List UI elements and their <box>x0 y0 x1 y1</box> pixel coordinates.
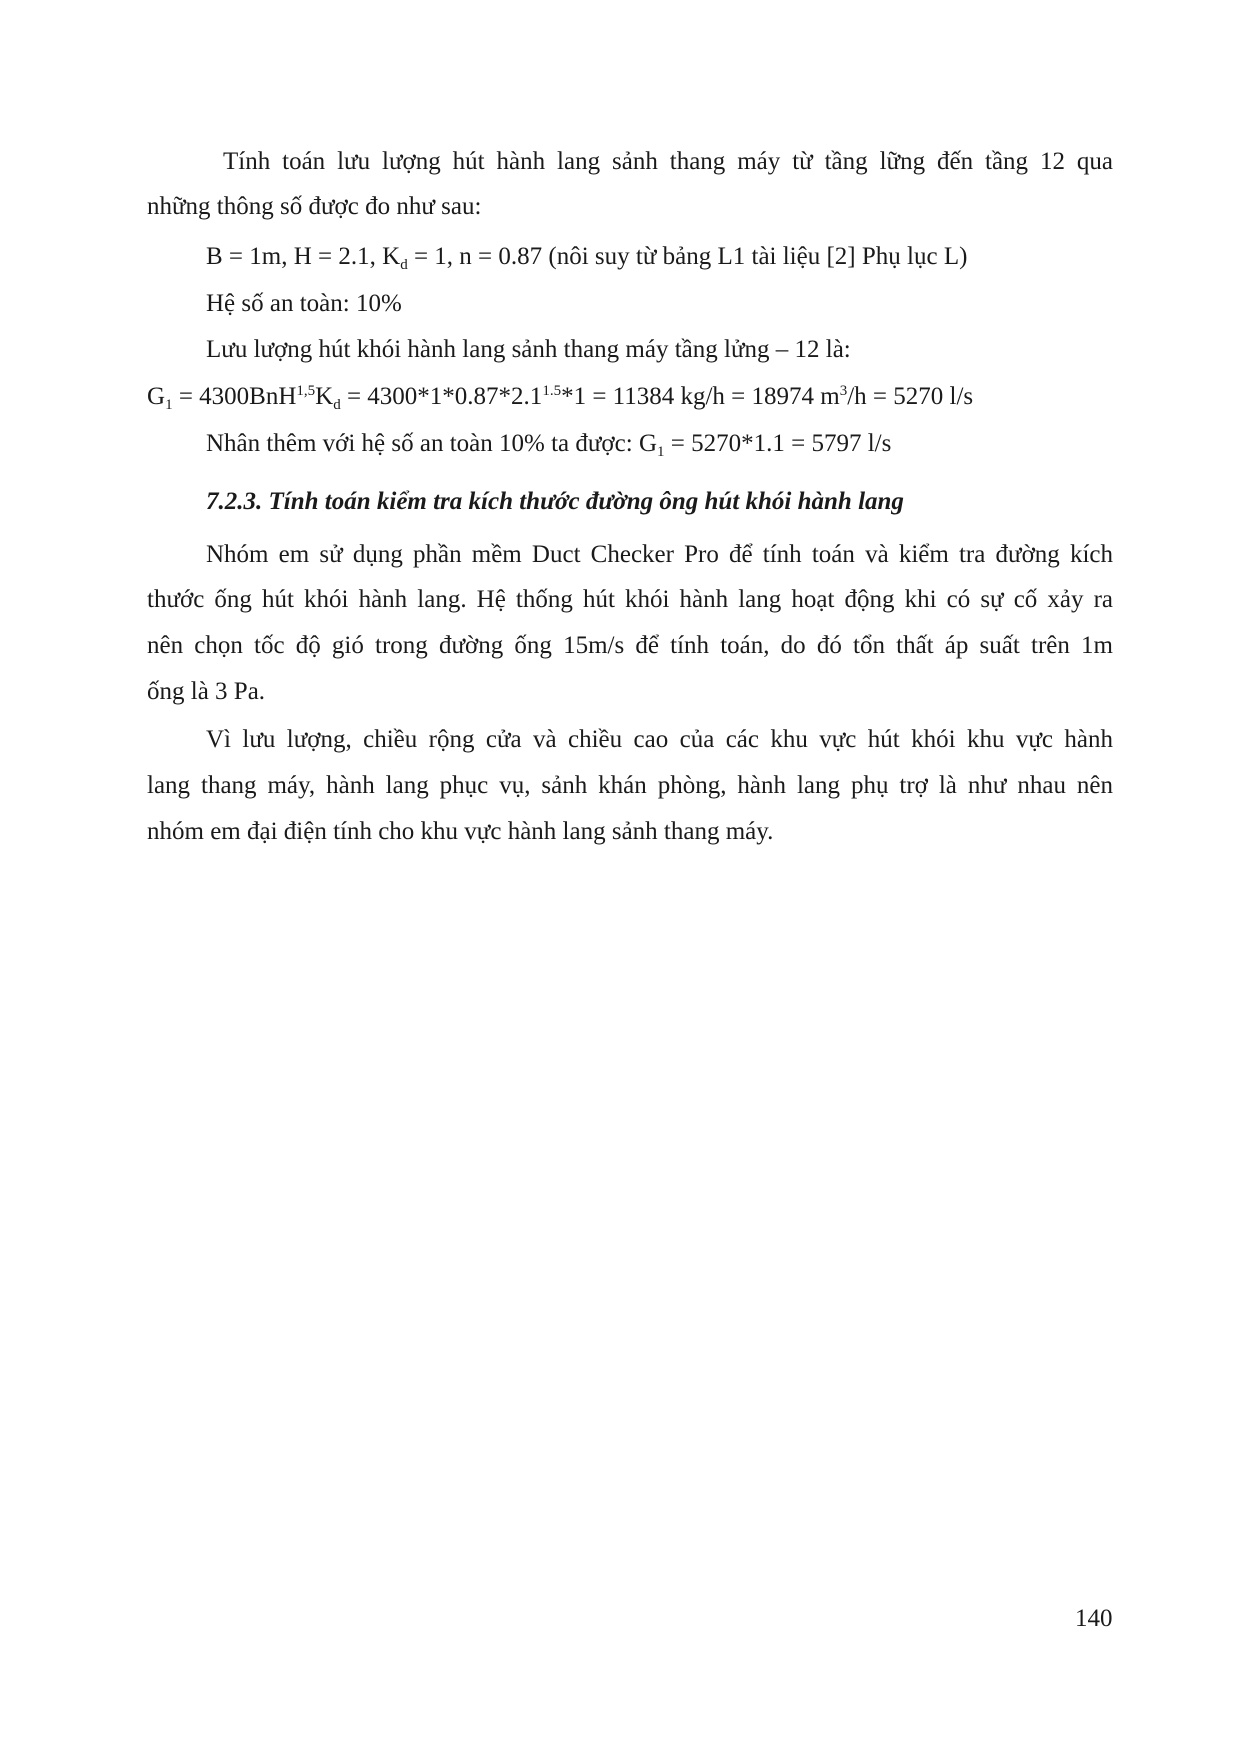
params-text-b: = 1, n = 0.87 (nôi suy từ bảng L1 tài liệu [2] Phụ lục L) <box>407 243 968 270</box>
formula-exponent1: 1,5 <box>296 383 316 399</box>
page-number: 140 <box>1075 1605 1113 1632</box>
paragraph2-line3: nên chọn tốc độ gió trong đường ống 15m/s để tính toán, do đó tổn thất áp suất trên 1m <box>147 632 1113 659</box>
result-line <box>206 428 891 460</box>
formula-part3: *1 = 11384 kg/h = 18974 m <box>561 383 840 410</box>
safety-factor-line: Hệ số an toàn: 10% <box>206 290 402 317</box>
formula-part1: = 4300BnH <box>172 383 297 410</box>
formula-g: G <box>147 383 166 410</box>
paragraph3-line2: lang thang máy, hành lang phục vụ, sảnh khán phòng, hành lang phụ trợ là như nhau nên <box>147 772 1113 799</box>
paragraph3-line3: nhóm em đại điện tính cho khu vực hành lang sảnh thang máy. <box>147 818 774 845</box>
params-subscript: d <box>400 257 408 273</box>
formula-g-subscript: 1 <box>165 397 173 413</box>
paragraph2-line4: ống là 3 Pa. <box>147 678 266 705</box>
formula-part2: = 4300*1*0.87*2.1 <box>340 383 543 410</box>
formula-line <box>147 381 973 413</box>
flow-intro-line: Lưu lượng hút khói hành lang sảnh thang máy tầng lửng – 12 là: <box>206 336 851 363</box>
formula-exponent3: 3 <box>839 383 848 399</box>
result-subscript: 1 <box>657 444 665 460</box>
section-heading: 7.2.3. Tính toán kiểm tra kích thước đường ông hút khói hành lang <box>206 488 904 515</box>
formula-exponent2: 1.5 <box>542 383 562 399</box>
paragraph2-line2: thước ống hút khói hành lang. Hệ thống hút khói hành lang hoạt động khi có sự cố xảy ra <box>147 586 1113 613</box>
paragraph1-line2: những thông số được đo như sau: <box>147 193 482 220</box>
params-text-a: B = 1m, H = 2.1, K <box>206 243 401 270</box>
formula-part4: /h = 5270 l/s <box>847 383 974 410</box>
formula-k: K <box>315 383 334 410</box>
parameters-line <box>206 241 967 273</box>
paragraph1-line1: Tính toán lưu lượng hút hành lang sảnh thang máy từ tầng lững đến tầng 12 qua <box>223 148 1113 175</box>
formula-k-subscript: d <box>333 397 341 413</box>
result-text-a: Nhân thêm với hệ số an toàn 10% ta được: G <box>206 430 658 457</box>
paragraph2-line1: Nhóm em sử dụng phần mềm Duct Checker Pro để tính toán và kiểm tra đường kích <box>206 541 1113 568</box>
result-text-b: = 5270*1.1 = 5797 l/s <box>664 430 892 457</box>
paragraph3-line1: Vì lưu lượng, chiều rộng cửa và chiều cao của các khu vực hút khói khu vực hành <box>206 726 1113 753</box>
